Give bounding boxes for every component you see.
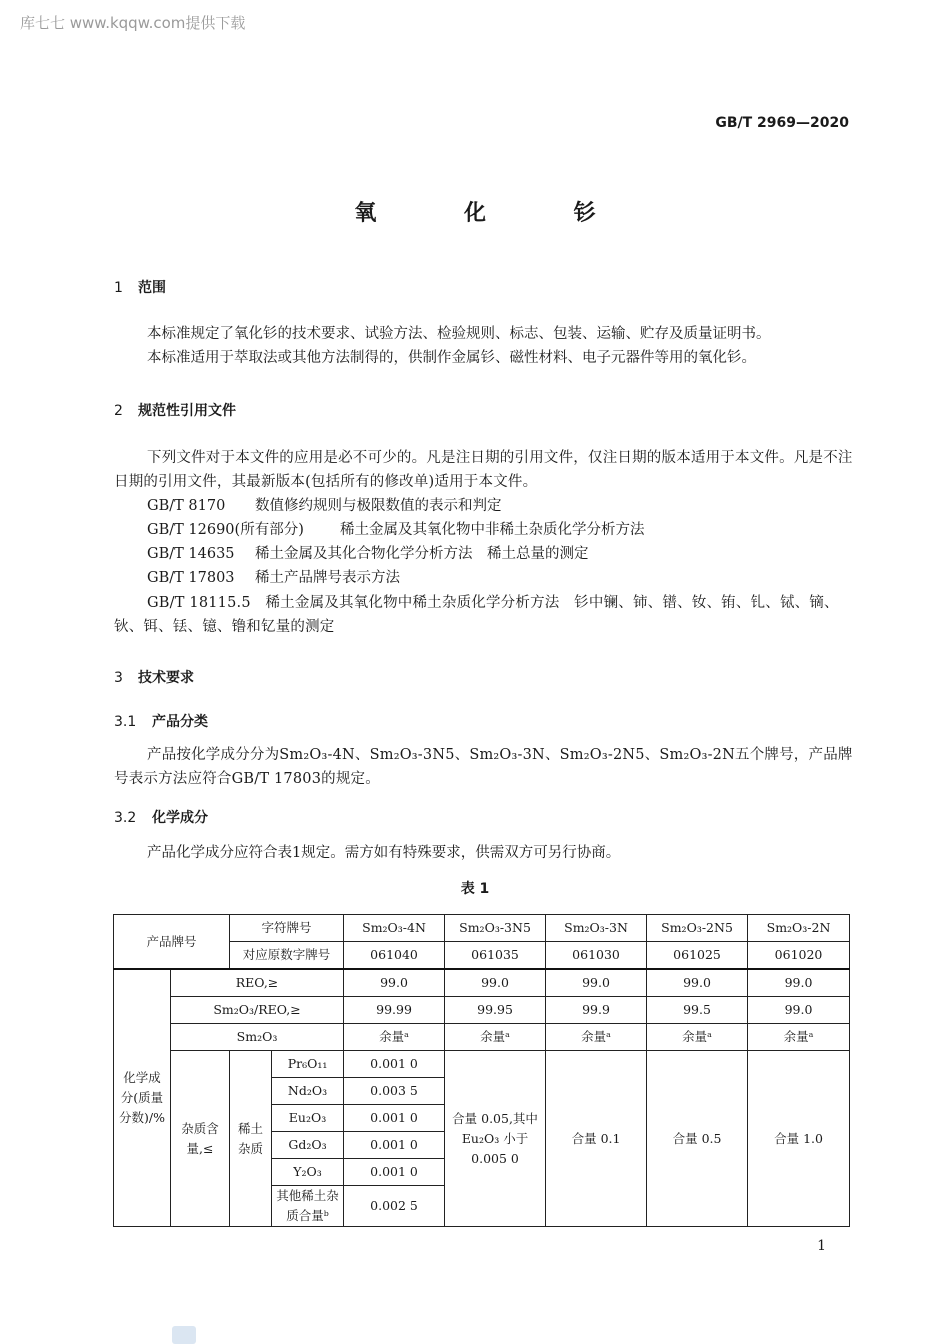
reference-item [147,566,400,587]
reference-code: GB/T 8170 [147,498,226,514]
reference-item [147,542,589,563]
table-title: 表 1 [460,881,490,897]
table-cell: 99.0 [445,969,546,997]
total-impurity-3n: 合量 0.1 [546,1051,647,1227]
reference-title: 稀土产品牌号表示方法 [255,570,400,586]
impurity-value: 0.001 0 [344,1159,445,1186]
reference-item: GB/T 18115.5 稀土金属及其氧化物中稀土杂质化学分析方法 钐中镧、铈、镨、钕、铕、钆、铽、镝、钬、铒、铥、镱、镥和钇量的测定 [114,595,839,635]
re-impurity-label: 稀土杂质 [230,1051,272,1227]
table-cell: 余量ᵃ [546,1024,647,1051]
reference-title: 稀土金属及其化合物化学分析方法 稀土总量的测定 [255,546,589,562]
num-grade-label: 对应原数字牌号 [230,942,344,970]
section-number: 1 [114,280,123,296]
char-grade: Sm₂O₃-4N [344,915,445,942]
table-cell: 99.5 [647,997,748,1024]
paragraph: 本标准规定了氧化钐的技术要求、试验方法、检验规则、标志、包装、运输、贮存及质量证明书。 [147,326,771,342]
ratio-label: Sm₂O₃/REO,≥ [171,997,344,1024]
reference-title: 数值修约规则与极限数值的表示和判定 [255,498,502,514]
impurity-value: 0.001 0 [344,1051,445,1078]
char-grade: Sm₂O₃-2N5 [647,915,748,942]
impurity-name: Pr₆O₁₁ [272,1051,344,1078]
section-title: 化学成分 [152,810,208,826]
impurity-value: 0.002 5 [344,1186,445,1227]
table-cell: 99.99 [344,997,445,1024]
num-grade: 061040 [344,942,445,970]
chemical-composition-table [113,914,850,1227]
section-3-2-heading [114,807,208,827]
total-impurity-2n: 合量 1.0 [748,1051,850,1227]
watermark-text: 库七七 www.kqqw.com提供下载 [20,14,246,32]
page-number: 1 [817,1238,826,1254]
reference-item [147,494,502,515]
impurity-name: Gd₂O₃ [272,1132,344,1159]
num-grade: 061025 [647,942,748,970]
section-number: 3.2 [114,810,137,826]
section-number: 3 [114,670,123,686]
num-grade: 061030 [546,942,647,970]
num-grade: 061020 [748,942,850,970]
table-cell: 余量ᵃ [344,1024,445,1051]
char-grade: Sm₂O₃-3N [546,915,647,942]
table-cell: 余量ᵃ [647,1024,748,1051]
reference-code: GB/T 14635 [147,546,235,562]
publisher-logo-icon [172,1326,196,1344]
impurity-value: 0.001 0 [344,1132,445,1159]
impurity-value: 0.003 5 [344,1078,445,1105]
paragraph: 产品化学成分应符合表1规定。需方如有特殊要求，供需双方可另行协商。 [147,845,621,861]
reference-code: GB/T 17803 [147,570,235,586]
section-3-heading [114,667,194,687]
reference-code: GB/T 12690(所有部分) [147,522,304,538]
char-grade: Sm₂O₃-2N [748,915,850,942]
impurity-value: 0.001 0 [344,1105,445,1132]
brand-label: 产品牌号 [114,915,230,970]
total-impurity-3n5: 合量 0.05,其中 Eu₂O₃ 小于 0.005 0 [445,1051,546,1227]
section-3-1-heading [114,711,208,731]
section-1-heading [114,277,166,297]
table-row [114,969,850,997]
table-cell: 99.0 [748,969,850,997]
table-cell: 余量ᵃ [748,1024,850,1051]
section-title: 产品分类 [152,714,208,730]
impurity-name: 其他稀土杂质合量ᵇ [272,1186,344,1227]
chem-composition-label: 化学成分(质量分数)/% [114,969,171,1227]
table-row [114,997,850,1024]
table-row [114,915,850,942]
section-number: 3.1 [114,714,137,730]
table-row [114,1024,850,1051]
table-cell: 99.9 [546,997,647,1024]
table-cell: 99.0 [647,969,748,997]
section-title: 规范性引用文件 [138,403,236,419]
section-title: 范围 [138,280,166,296]
table-cell: 99.0 [546,969,647,997]
table-cell: 99.0 [344,969,445,997]
table-cell: 99.95 [445,997,546,1024]
char-grade: Sm₂O₃-3N5 [445,915,546,942]
document-title: 氧 化 钐 [354,201,636,226]
section-number: 2 [114,403,123,419]
num-grade: 061035 [445,942,546,970]
impurity-label: 杂质含量,≤ [171,1051,230,1227]
char-grade-label: 字符牌号 [230,915,344,942]
impurity-name: Eu₂O₃ [272,1105,344,1132]
section-title: 技术要求 [138,670,194,686]
sm-label: Sm₂O₃ [171,1024,344,1051]
reference-title: 稀土金属及其氧化物中非稀土杂质化学分析方法 [340,522,645,538]
table-cell: 余量ᵃ [445,1024,546,1051]
impurity-name: Y₂O₃ [272,1159,344,1186]
total-impurity-2n5: 合量 0.5 [647,1051,748,1227]
reference-item [147,518,645,539]
standard-code: GB/T 2969—2020 [715,115,849,131]
paragraph: 本标准适用于萃取法或其他方法制得的，供制作金属钐、磁性材料、电子元器件等用的氧化钐。 [147,350,756,366]
section-2-heading [114,400,236,420]
table-cell: 99.0 [748,997,850,1024]
paragraph: 产品按化学成分分为Sm₂O₃-4N、Sm₂O₃-3N5、Sm₂O₃-3N、Sm₂O₃-2N5、Sm₂O₃-2N五个牌号，产品牌号表示方法应符合GB/T 17803的规定。 [114,747,853,787]
paragraph: 下列文件对于本文件的应用是必不可少的。凡是注日期的引用文件，仅注日期的版本适用于本文件。凡是不注日期的引用文件，其最新版本(包括所有的修改单)适用于本文件。 [114,450,853,490]
table-row [114,1051,850,1078]
reo-label: REO,≥ [171,969,344,997]
impurity-name: Nd₂O₃ [272,1078,344,1105]
